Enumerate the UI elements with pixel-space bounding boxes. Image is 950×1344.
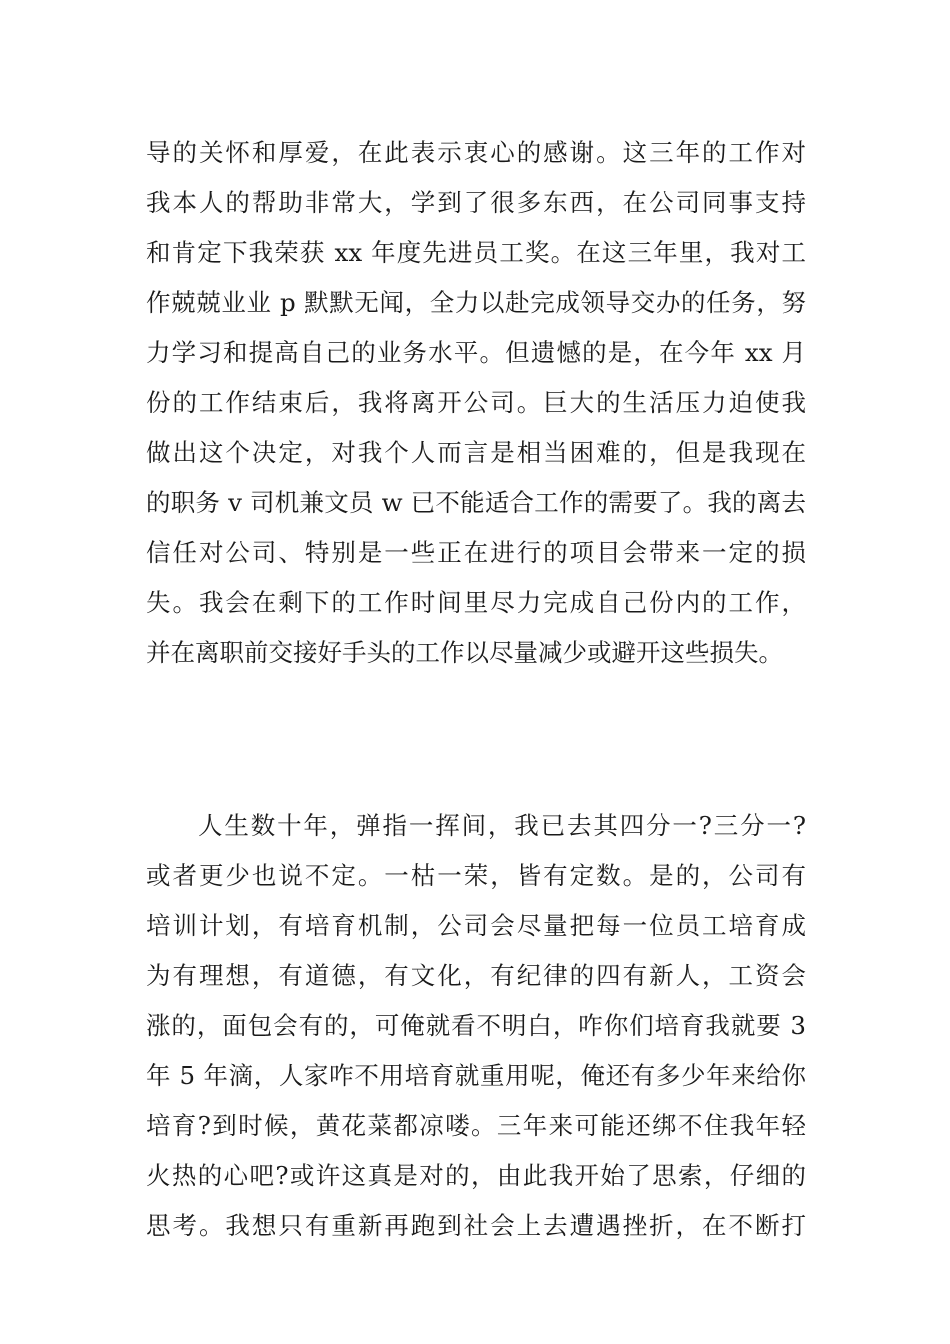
text-line: 和肯定下我荣获 xx 年度先进员工奖。在这三年里，我对工 <box>146 238 806 267</box>
text-line: 思考。我想只有重新再跑到社会上去遭遇挫折，在不断打 <box>146 1211 806 1240</box>
text-line: 做出这个决定，对我个人而言是相当困难的，但是我现在 <box>146 438 806 467</box>
text-line: 为有理想，有道德，有文化，有纪律的四有新人，工资会 <box>146 961 806 990</box>
text-line: 或者更少也说不定。一枯一荣，皆有定数。是的，公司有 <box>146 861 806 890</box>
text-line: 力学习和提高自己的业务水平。但遗憾的是，在今年 xx 月 <box>146 338 806 367</box>
text-line: 导的关怀和厚爱，在此表示衷心的感谢。这三年的工作对 <box>146 138 806 167</box>
text-line: 培育?到时候，黄花菜都凉喽。三年来可能还绑不住我年轻 <box>146 1111 806 1140</box>
text-line: 失。我会在剩下的工作时间里尽力完成自己份内的工作， <box>146 588 806 617</box>
text-line: 年 5 年滴，人家咋不用培育就重用呢，俺还有多少年来给你 <box>146 1061 806 1090</box>
paragraph-resignation-gratitude <box>146 128 806 678</box>
text-line: 培训计划，有培育机制，公司会尽量把每一位员工培育成 <box>146 911 806 940</box>
text-line: 火热的心吧?或许这真是对的，由此我开始了思索，仔细的 <box>146 1161 806 1190</box>
text-line: 人生数十年，弹指一挥间，我已去其四分一?三分一? <box>198 811 806 840</box>
text-line: 信任对公司、特别是一些正在进行的项目会带来一定的损 <box>146 538 806 567</box>
paragraph-life-reflection <box>146 801 806 1251</box>
text-line: 的职务 v 司机兼文员 w 已不能适合工作的需要了。我的离去 <box>146 488 806 517</box>
text-line: 作兢兢业业 p 默默无闻，全力以赴完成领导交办的任务，努 <box>146 288 806 317</box>
text-line: 涨的，面包会有的，可俺就看不明白，咋你们培育我就要 3 <box>146 1011 806 1040</box>
text-line: 份的工作结束后，我将离开公司。巨大的生活压力迫使我 <box>146 388 806 417</box>
text-line: 并在离职前交接好手头的工作以尽量减少或避开这些损失。 <box>146 638 783 667</box>
text-line: 我本人的帮助非常大，学到了很多东西，在公司同事支持 <box>146 188 806 217</box>
